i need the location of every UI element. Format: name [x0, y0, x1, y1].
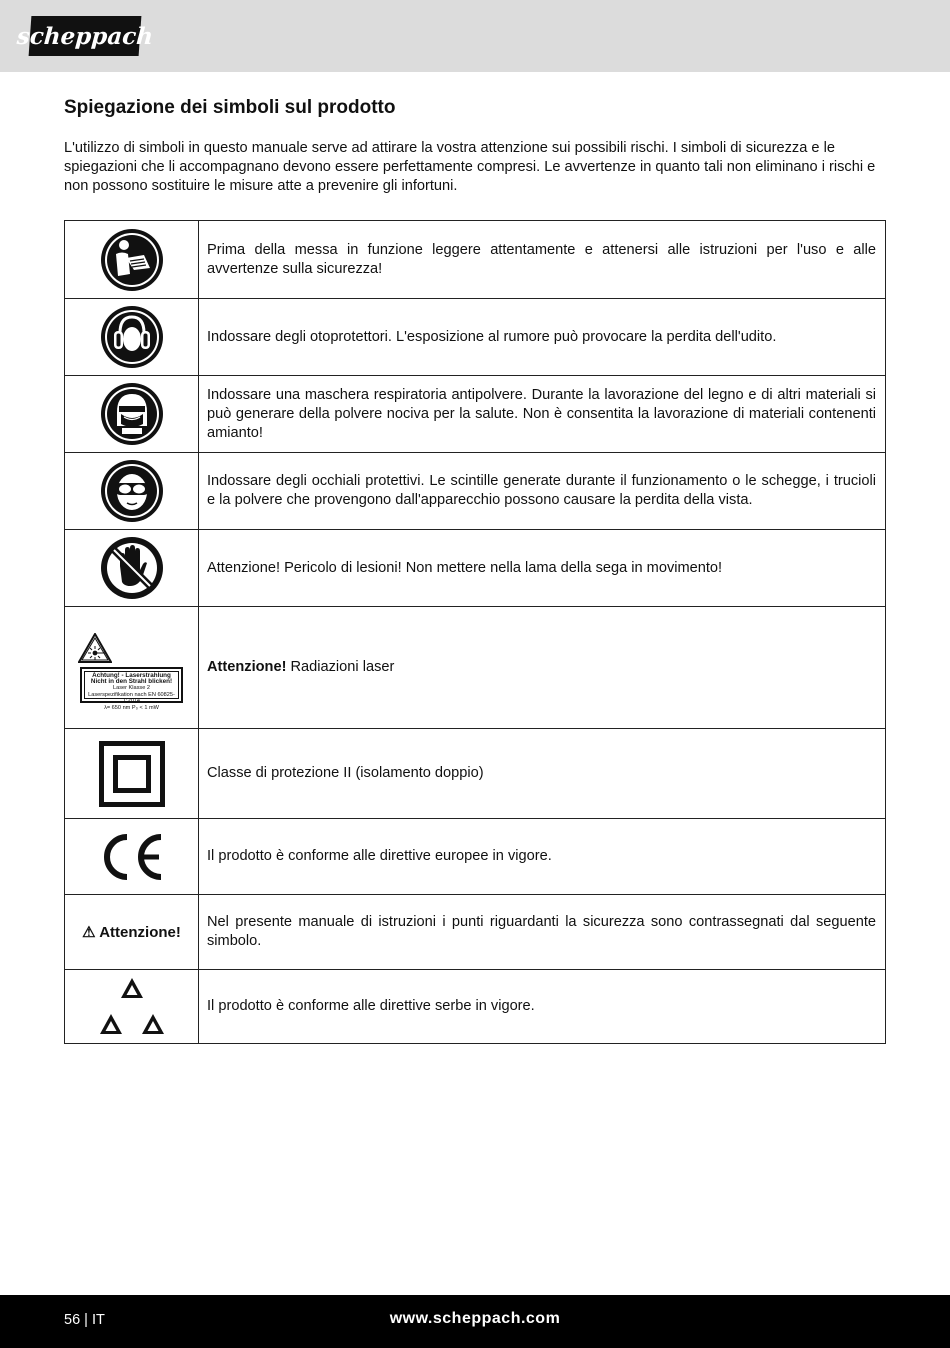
page-title: Spiegazione dei simboli sul prodotto — [64, 97, 396, 118]
intro-paragraph: L'utilizzo di simboli in questo manuale serve ad attirare la vostra attenzione sui possibili rischi. I simboli di sicurezza e le spiegazioni che li accompagnano devono essere perfettamente compresi. Le avvertenze in quanto tali non eliminano i rischi e non possono sostituire le misure atte a prevenire gli infortuni. — [64, 140, 876, 194]
table-row — [65, 530, 886, 607]
table-row — [65, 453, 886, 530]
symbol-cell — [65, 729, 199, 819]
symbol-description: Il prodotto è conforme alle direttive europee in vigore. — [199, 819, 886, 895]
symbol-cell — [65, 299, 199, 376]
symbol-cell — [65, 453, 199, 530]
symbol-cell — [65, 970, 199, 1044]
ce-mark-icon — [98, 832, 166, 882]
table-row — [65, 729, 886, 819]
website-link[interactable]: www.scheppach.com — [389, 1310, 561, 1327]
symbol-cell — [65, 221, 199, 299]
table-row — [65, 895, 886, 970]
symbol-description: Indossare degli otoprotettori. L'esposizione al rumore può provocare la perdita dell'udito. — [199, 299, 886, 376]
page-footer — [0, 1295, 950, 1348]
warning-triangle-icon: ⚠ Attenzione! — [82, 923, 181, 941]
symbol-description: Il prodotto è conforme alle direttive serbe in vigore. — [199, 970, 886, 1044]
symbol-description: Attenzione! Pericolo di lesioni! Non mettere nella lama della sega in movimento! — [199, 530, 886, 607]
symbol-cell — [65, 530, 199, 607]
symbol-description: Nel presente manuale di istruzioni i punti riguardanti la sicurezza sono contrassegnati dal seguente simbolo. — [199, 895, 886, 970]
table-row — [65, 221, 886, 299]
table-row — [65, 970, 886, 1044]
double-insulation-icon — [99, 741, 165, 807]
laser-warning-label: Achtung! - Laserstrahlung Nicht in den Strahl blicken! Laser Klasse 2 Laserspezifikation nach EN 60825-1:2014 λ= 650 nm P₀ < 1 mW — [80, 667, 183, 703]
symbol-cell — [65, 819, 199, 895]
page-header — [0, 0, 950, 72]
no-hands-icon — [100, 536, 164, 600]
serbian-conformity-icon — [97, 976, 167, 1038]
laser-warning-bold: Attenzione! — [207, 659, 287, 675]
symbol-description: Indossare degli occhiali protettivi. Le scintille generate durante il funzionamento o le schegge, i trucioli e la polvere che provengono dall'apparecchio possono causare la perdita della vista. — [199, 453, 886, 530]
laser-warning-icon — [78, 633, 112, 663]
scheppach-logo: scheppach — [29, 16, 142, 56]
symbol-cell — [65, 607, 199, 729]
read-manual-icon — [100, 228, 164, 292]
table-row — [65, 376, 886, 453]
symbol-cell — [65, 376, 199, 453]
symbol-description: Indossare una maschera respiratoria antipolvere. Durante la lavorazione del legno e di altri materiali si può generare della polvere nociva per la salute. Non è consentita la lavorazione di materiali contenenti amianto! — [199, 376, 886, 453]
dust-mask-icon — [100, 382, 164, 446]
table-row — [65, 819, 886, 895]
symbol-cell — [65, 895, 199, 970]
safety-goggles-icon — [100, 459, 164, 523]
symbols-table — [64, 220, 886, 1044]
table-row — [65, 607, 886, 729]
symbol-description: Classe di protezione II (isolamento doppio) — [199, 729, 886, 819]
page-number: 56 | IT — [64, 1312, 105, 1328]
laser-warning-text: Radiazioni laser — [286, 659, 395, 675]
table-row — [65, 299, 886, 376]
ear-protection-icon — [100, 305, 164, 369]
symbol-description: Prima della messa in funzione leggere attentamente e attenersi alle istruzioni per l'uso e alle avvertenze sulla sicurezza! — [199, 221, 886, 299]
symbol-description — [199, 607, 886, 729]
